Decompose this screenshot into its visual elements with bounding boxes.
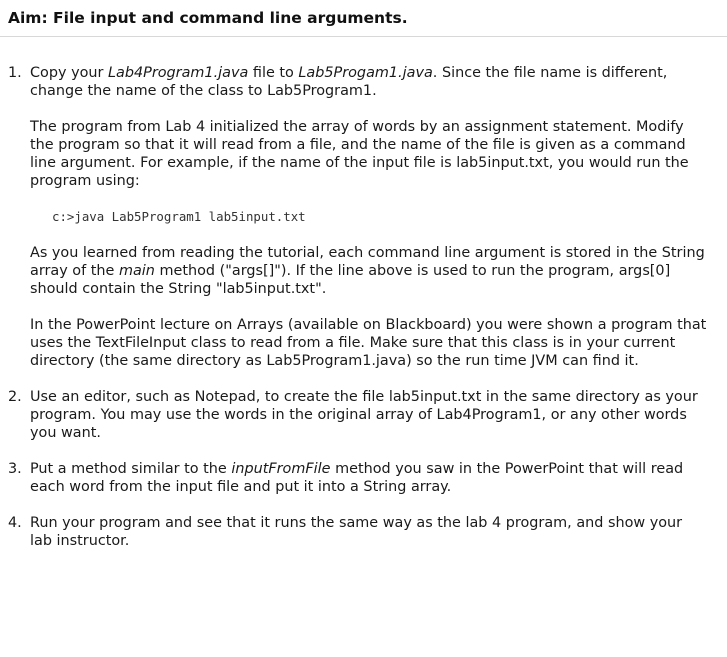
paragraph-run: Run your program and see that it runs the same way as the lab 4 program, and show your lab instructor.: [30, 515, 683, 549]
main-method-name: main: [118, 263, 155, 279]
paragraph-method: Put a method similar to the inputFromFile method you saw in the PowerPoint that will read each word from the input file and put it into a String array.: [30, 461, 684, 495]
item-number: 1.: [8, 65, 22, 81]
paragraph-powerpoint: In the PowerPoint lecture on Arrays (available on Blackboard) you were shown a program that uses the TextFileInput class to read from a file. Make sure that this class is in your current directory (the same directory as Lab5Program1.java) so the run time JVM can find it.: [30, 317, 707, 369]
filename-lab5: Lab5Progam1.java: [298, 65, 433, 81]
paragraph-copy-file: Copy your Lab4Program1.java file to Lab5Progam1.java. Since the file name is different, change the name of the class to Lab5Program1.: [30, 65, 668, 99]
list-item-1: [8, 64, 708, 370]
item-number: 2.: [8, 389, 22, 405]
paragraph-args: As you learned from reading the tutorial, each command line argument is stored in the String array of the main method ("args[]"). If the line above is used to run the program, args[0] should contain the String "lab5input.txt".: [30, 245, 705, 297]
item-number: 3.: [8, 461, 22, 477]
filename-lab4: Lab4Program1.java: [108, 65, 249, 81]
list-item-3: [8, 460, 708, 496]
item-number: 4.: [8, 515, 22, 531]
list-item-2: [8, 388, 708, 442]
title-bar: [0, 0, 727, 37]
list-item-4: [8, 514, 708, 550]
instruction-list: [8, 64, 708, 550]
paragraph-modify-program: The program from Lab 4 initialized the array of words by an assignment statement. Modify the program so that it will read from a file, and the name of the file is given as a command line argument. For example, if the name of the input file is lab5input.txt, you would run the program using:: [30, 119, 689, 189]
command-example: c:>java Lab5Program1 lab5input.txt: [52, 209, 306, 224]
paragraph-editor: Use an editor, such as Notepad, to create the file lab5input.txt in the same directory as your program. You may use the words in the original array of Lab4Program1, or any other words you want.: [30, 389, 698, 441]
method-name: inputFromFile: [231, 461, 331, 477]
page-title: Aim: File input and command line arguments.: [8, 9, 408, 27]
